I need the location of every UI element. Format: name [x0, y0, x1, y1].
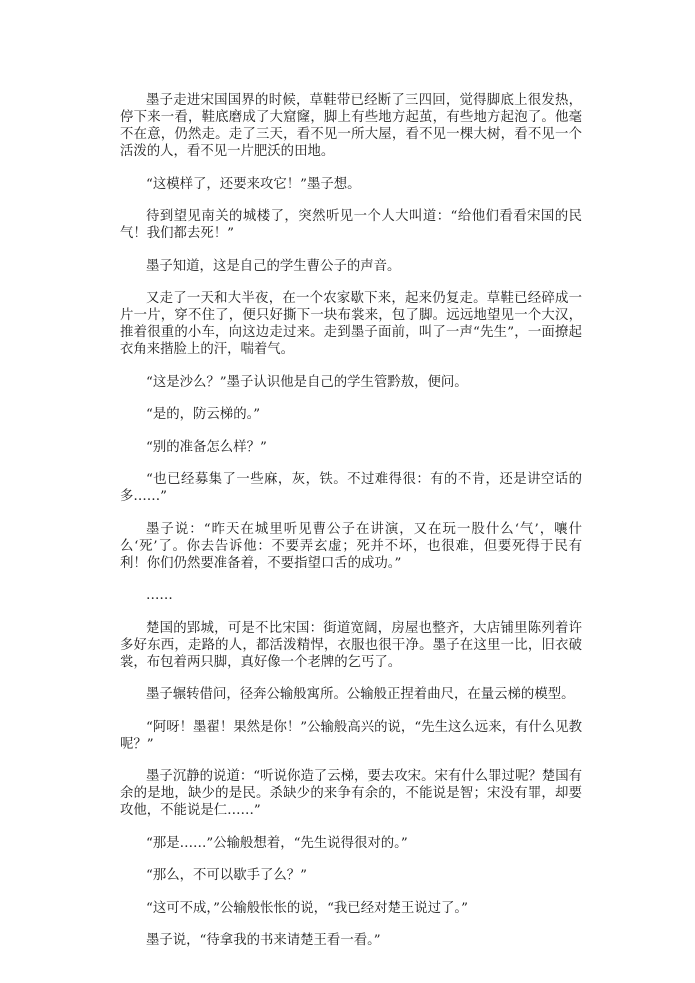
paragraph: 墨子辗转借问，径奔公输般寓所。公输般正捏着曲尺，在量云梯的模型。 [146, 687, 575, 702]
ellipsis-separator: …… [146, 588, 173, 603]
document-body [120, 92, 582, 965]
paragraph: 墨子说，“待拿我的书来请楚王看一看。” [146, 933, 381, 948]
paragraph: 墨子知道，这是自己的学生曹公子的声音。 [146, 258, 401, 274]
paragraph: 待到望见南关的城楼了，突然听见一个人大叫道：“给他们看看宋国的民气！我们都去死！” [120, 209, 582, 241]
paragraph: “这可不成，”公输般怅怅的说，“我已经对楚王说过了。” [146, 900, 468, 916]
paragraph: 墨子沉静的说道：“听说你造了云梯，要去攻宋。宋有什么罪过呢？楚国有余的是地，缺少的是民。杀缺少的来争有余的，不能说是智；宋没有罪，却要攻他，不能说是仁……” [120, 769, 582, 818]
paragraph: “这是沙么？”墨子认识他是自己的学生管黔敖，便问。 [146, 374, 468, 390]
paragraph: “是的，防云梯的。” [146, 407, 261, 422]
paragraph: “这模样了，还要来攻它！”墨子想。 [146, 176, 361, 192]
paragraph: 楚国的郢城，可是不比宋国：街道宽阔，房屋也整齐，大店铺里陈列着许多好东西，走路的人，都活泼精悍，衣服也很干净。墨子在这里一比，旧衣破裳，布包着两只脚，真好像一个老牌的乞丐了。 [120, 620, 582, 670]
paragraph: 墨子说：“昨天在城里听见曹公子在讲演，又在玩一股什么‘气’，嚷什么‘死’了。你去告诉他：不要弄玄虚；死并不坏，也很难，但要死得于民有利！你们仍然要准备着，不要指望口舌的成功。” [120, 521, 582, 571]
paragraph: “阿呀！墨翟！果然是你！”公输般高兴的说，“先生这么远来，有什么见教呢？” [120, 719, 582, 752]
paragraph: 又走了一天和大半夜，在一个农家歇下来，起来仍复走。草鞋已经碎成一片一片，穿不住了，便只好撕下一块布裳来，包了脚。远远地望见一个大汉，推着很重的小车，向这边走过来。走到墨子面前，叫了一声“先生”，一面撩起衣角来揩脸上的汗，喘着气。 [120, 291, 582, 357]
paragraph: “那是……”公输般想着，“先生说得很对的。” [146, 835, 408, 851]
paragraph: “别的准备怎么样？” [146, 439, 267, 455]
paragraph: “那么，不可以歇手了么？” [146, 868, 307, 883]
paragraph: “也已经募集了一些麻，灰，铁。不过难得很：有的不肯，还是讲空话的多……” [120, 472, 582, 504]
paragraph: 墨子走进宋国国界的时候，草鞋带已经断了三四回，觉得脚底上很发热，停下来一看，鞋底磨成了大窟窿，脚上有些地方起茧，有些地方起泡了。他毫不在意，仍然走。走了三天，看不见一所大屋，看不见一棵大树，看不见一个活泼的人，看不见一片肥沃的田地。 [120, 93, 582, 159]
